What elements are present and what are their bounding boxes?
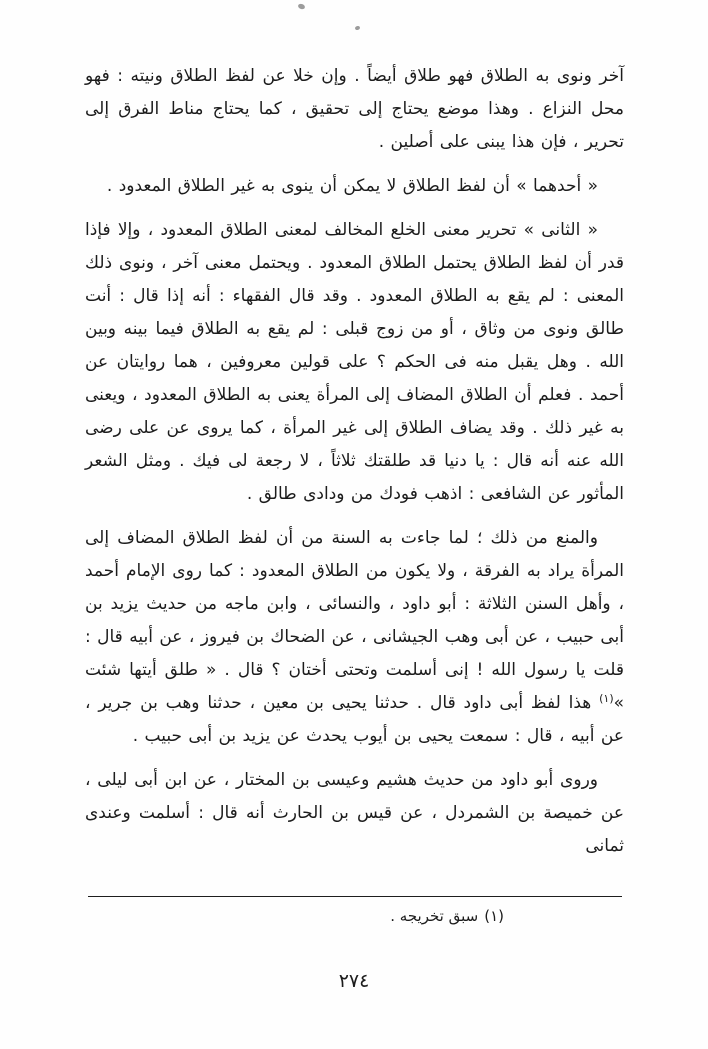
paragraph-abu-dawud-narration: وروى أبو داود من حديث هشيم وعيسى بن المختار ، عن ابن أبى ليلى ، عن خميصة بن الشمردل ، عن قيس بن الحارث أنه قال : أسلمت وعندى ثمانى (85, 770, 624, 856)
paragraph-hadith-text-continued: هذا لفظ أبى داود قال . حدثنا يحيى بن معين ، حدثنا وهب بن جرير ، عن أبيه ، قال : سمعت يحيى بن أيوب يحدث عن يزيد بن أبى حبيب . (85, 693, 624, 746)
footnote-text: سبق تخريجه . (390, 907, 479, 925)
scan-artifact-speck (355, 25, 361, 30)
footnote-separator-line (88, 896, 622, 897)
paragraph-continuation: آخر ونوى به الطلاق فهو طلاق أيضاً . وإن خلا عن لفظ الطلاق ونيته : فهو محل النزاع . وهذا موضع يحتاج إلى تحقيق ، كما يحتاج مناط الفرق إلى تحرير ، فإن هذا يبنى على أصلين . (85, 66, 624, 152)
footnote-marker: (١) (484, 907, 504, 925)
paragraph-hadith-text: والمنع من ذلك ؛ لما جاءت به السنة من أن لفظ الطلاق المضاف إلى المرأة يراد به الفرقة ، ولا يكون من الطلاق المعدود : كما روى الإمام أحمد ، وأهل السنن الثلاثة : أبو داود ، والنسائى ، وابن ماجه من حديث يزيد بن أبى حبيب ، عن أبى وهب الجيشانى ، عن الضحاك بن فيروز ، عن أبيه قال : قلت يا رسول الله ! إنى أسلمت وتحتى أختان ؟ قال . « طلق أيتها شئت » (85, 528, 625, 713)
footnote (390, 903, 504, 929)
body-text (85, 60, 624, 874)
footnote-reference-mark: (١) (599, 692, 614, 705)
page-number: ٢٧٤ (338, 970, 370, 992)
paragraph-hadith (85, 522, 624, 753)
scan-artifact-speck (297, 3, 305, 10)
paragraph-first-principle: « أحدهما » أن لفظ الطلاق لا يمكن أن ينوى به غير الطلاق المعدود . (106, 176, 598, 196)
paragraph-second-principle: « الثانى » تحرير معنى الخلع المخالف لمعنى الطلاق المعدود ، وإلا فإذا قدر أن لفظ الطلاق يحتمل الطلاق المعدود . ويحتمل معنى آخر ، ونوى ذلك المعنى : لم يقع به الطلاق المعدود . وقد قال الفقهاء : أنه إذا قال : أنت طالق ونوى من وثاق ، أو من زوج قبلى : لم يقع به الطلاق فيما بينه وبين الله . وهل يقبل منه فى الحكم ؟ على قولين معروفين ، هما روايتان عن أحمد . فعلم أن الطلاق المضاف إلى المرأة يعنى به الطلاق المعدود ، ويعنى به غير ذلك . وقد يضاف الطلاق إلى غير المرأة ، كما يروى عن على رضى الله عنه أنه قال : يا دنيا قد طلقتك ثلاثاً ، لا رجعة لى فيك . ومثل الشعر المأثور عن الشافعى : اذهب فودك من ودادى طالق . (85, 220, 624, 504)
